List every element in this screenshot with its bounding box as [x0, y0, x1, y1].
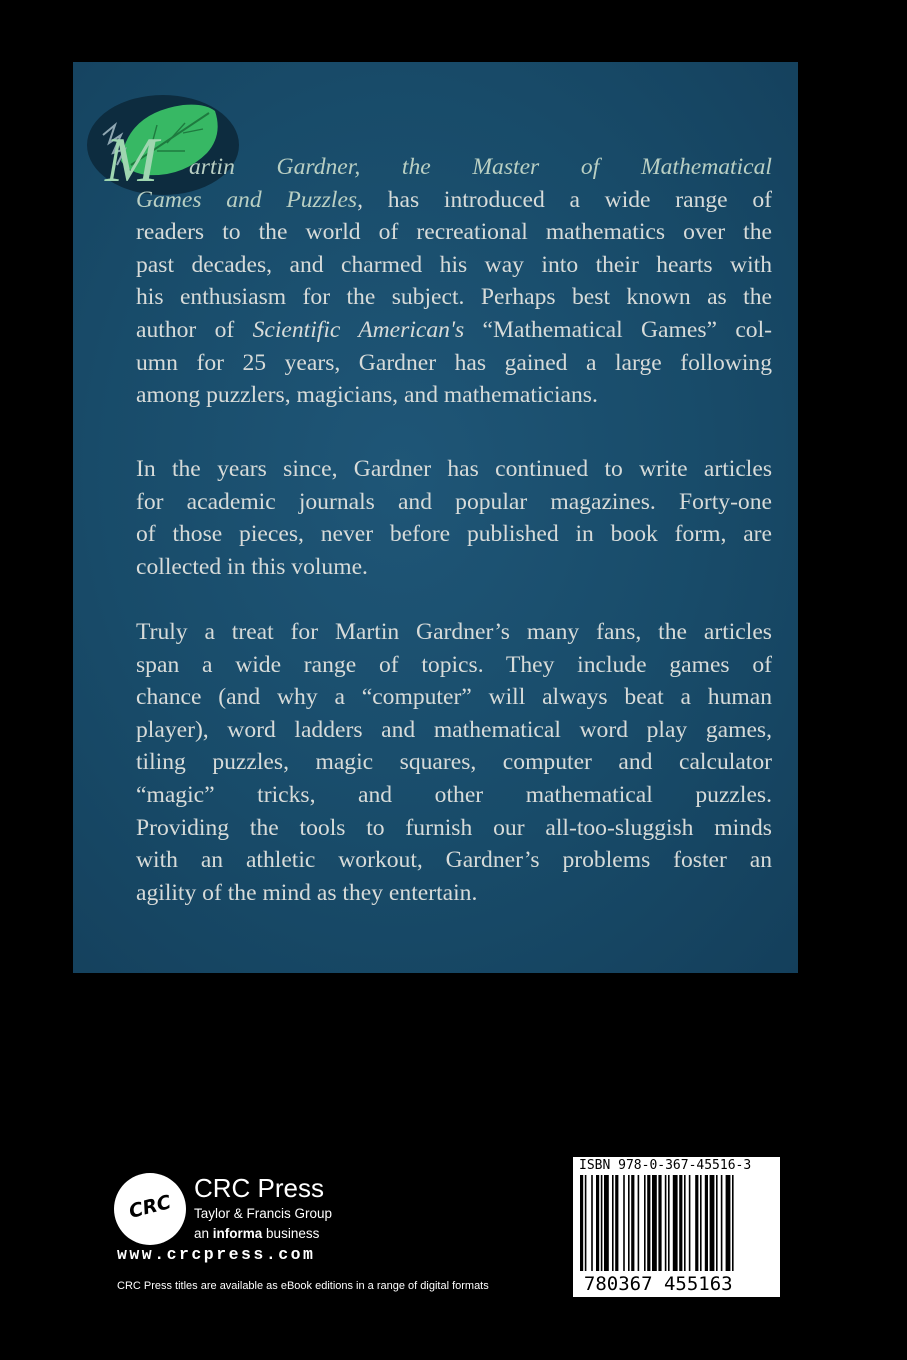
line: tiling puzzles, magic squares, computer and calculator: [136, 749, 772, 776]
line: player), word ladders and mathematical word play games,: [136, 716, 772, 743]
line: , has introduced a wide range of: [357, 186, 772, 213]
informa-pre: an: [194, 1226, 213, 1241]
line: among puzzlers, magicians, and mathematicians.: [136, 382, 598, 409]
informa-line: [194, 1226, 319, 1241]
line: Truly a treat for Martin Gardner’s many fans, the articles: [136, 619, 772, 645]
paragraph-topics: [136, 616, 772, 909]
publisher-url: www.crcpress.com: [117, 1245, 316, 1264]
lead-title-1: artin Gardner, the Master of Mathematical: [189, 154, 772, 180]
isbn-digits: 9 780367 455163: [561, 1273, 733, 1295]
crc-logo: [114, 1173, 186, 1245]
lead-title-2: Games and Puzzles: [136, 186, 358, 213]
line: umn for 25 years, Gardner has gained a large following: [136, 349, 772, 376]
line: with an athletic workout, Gardner’s problems foster an: [136, 847, 772, 874]
crc-logo-text: CRC: [126, 1191, 174, 1223]
informa-post: business: [262, 1226, 320, 1241]
line: author of: [136, 316, 253, 343]
line: collected in this volume.: [136, 553, 368, 580]
informa-bold: informa: [212, 1226, 263, 1241]
ebook-note: CRC Press titles are available as eBook editions in a range of digital formats: [117, 1280, 489, 1292]
line: past decades, and charmed his way into their hearts with: [136, 251, 772, 278]
paragraph-collection: [136, 453, 772, 583]
line: for academic journals and popular magazines. Forty-one: [136, 488, 772, 515]
publisher-group: Taylor & Francis Group: [194, 1206, 333, 1221]
barcode-icon: [580, 1175, 773, 1271]
isbn-label: ISBN 978-0-367-45516-3: [579, 1158, 752, 1173]
line: Providing the tools to furnish our all-too-sluggish minds: [136, 814, 772, 841]
line: “Mathematical Games” col-: [464, 316, 772, 343]
line: agility of the mind as they entertain.: [136, 879, 478, 906]
publisher-name: CRC Press: [194, 1173, 325, 1203]
line: In the years since, Gardner has continued to write articles: [136, 456, 772, 482]
line: his enthusiasm for the subject. Perhaps best known as the: [136, 284, 772, 311]
line: readers to the world of recreational mathematics over the: [136, 219, 772, 246]
line: of those pieces, never before published in book form, are: [136, 521, 772, 548]
line: span a wide range of topics. They include games of: [136, 651, 772, 678]
line: “magic” tricks, and other mathematical puzzles.: [136, 781, 772, 808]
drop-cap: M: [105, 124, 159, 195]
magazine-title: Scientific American's: [252, 316, 465, 343]
paragraph-intro: [136, 151, 772, 412]
line: chance (and why a “computer” will always beat a human: [136, 684, 772, 711]
